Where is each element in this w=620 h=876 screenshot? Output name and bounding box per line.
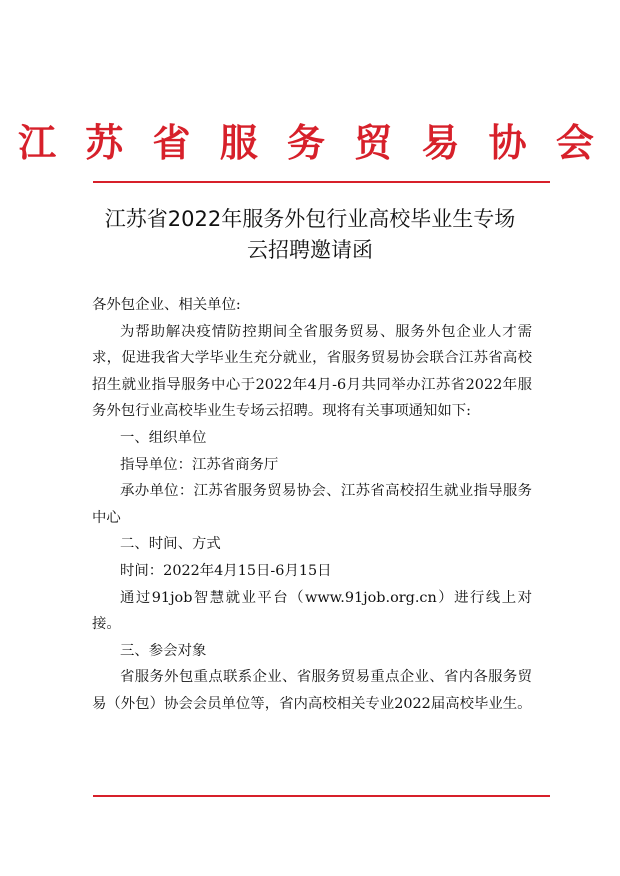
event-method: 通过91job智慧就业平台（www.91job.org.cn）进行线上对接。 <box>92 589 532 633</box>
section-heading-participants: 三、参会对象 <box>120 642 207 659</box>
document-body <box>92 292 532 718</box>
salutation: 各外包企业、相关单位: <box>92 297 241 313</box>
document-title-line-2: 云招聘邀请函 <box>247 238 373 262</box>
header-divider <box>93 181 550 183</box>
footer-divider <box>93 795 550 797</box>
event-time: 时间：2022年4月15日-6月15日 <box>120 562 332 579</box>
section-heading-time-method: 二、时间、方式 <box>120 536 221 553</box>
organizer-unit: 承办单位：江苏省服务贸易协会、江苏省高校招生就业指导服务中心 <box>92 483 532 526</box>
section-heading-organizers: 一、组织单位 <box>120 429 207 446</box>
document-title-line-1: 江苏省2022年服务外包行业高校毕业生专场 <box>104 207 516 231</box>
organization-header: 江 苏 省 服 务 贸 易 协 会 <box>18 120 602 165</box>
participants-paragraph: 省服务外包重点联系企业、省服务贸易重点企业、省内各服务贸易（外包）协会会员单位等，省内高校相关专业2022届高校毕业生。 <box>92 669 532 712</box>
guide-unit: 指导单位：江苏省商务厅 <box>120 456 279 473</box>
intro-paragraph: 为帮助解决疫情防控期间全省服务贸易、服务外包企业人才需求，促进我省大学毕业生充分就业，省服务贸易协会联合江苏省高校招生就业指导服务中心于2022年4月-6月共同举办江苏省2022年服务外包行业高校毕业生专场云招聘。现将有关事项通知如下: <box>92 323 532 420</box>
